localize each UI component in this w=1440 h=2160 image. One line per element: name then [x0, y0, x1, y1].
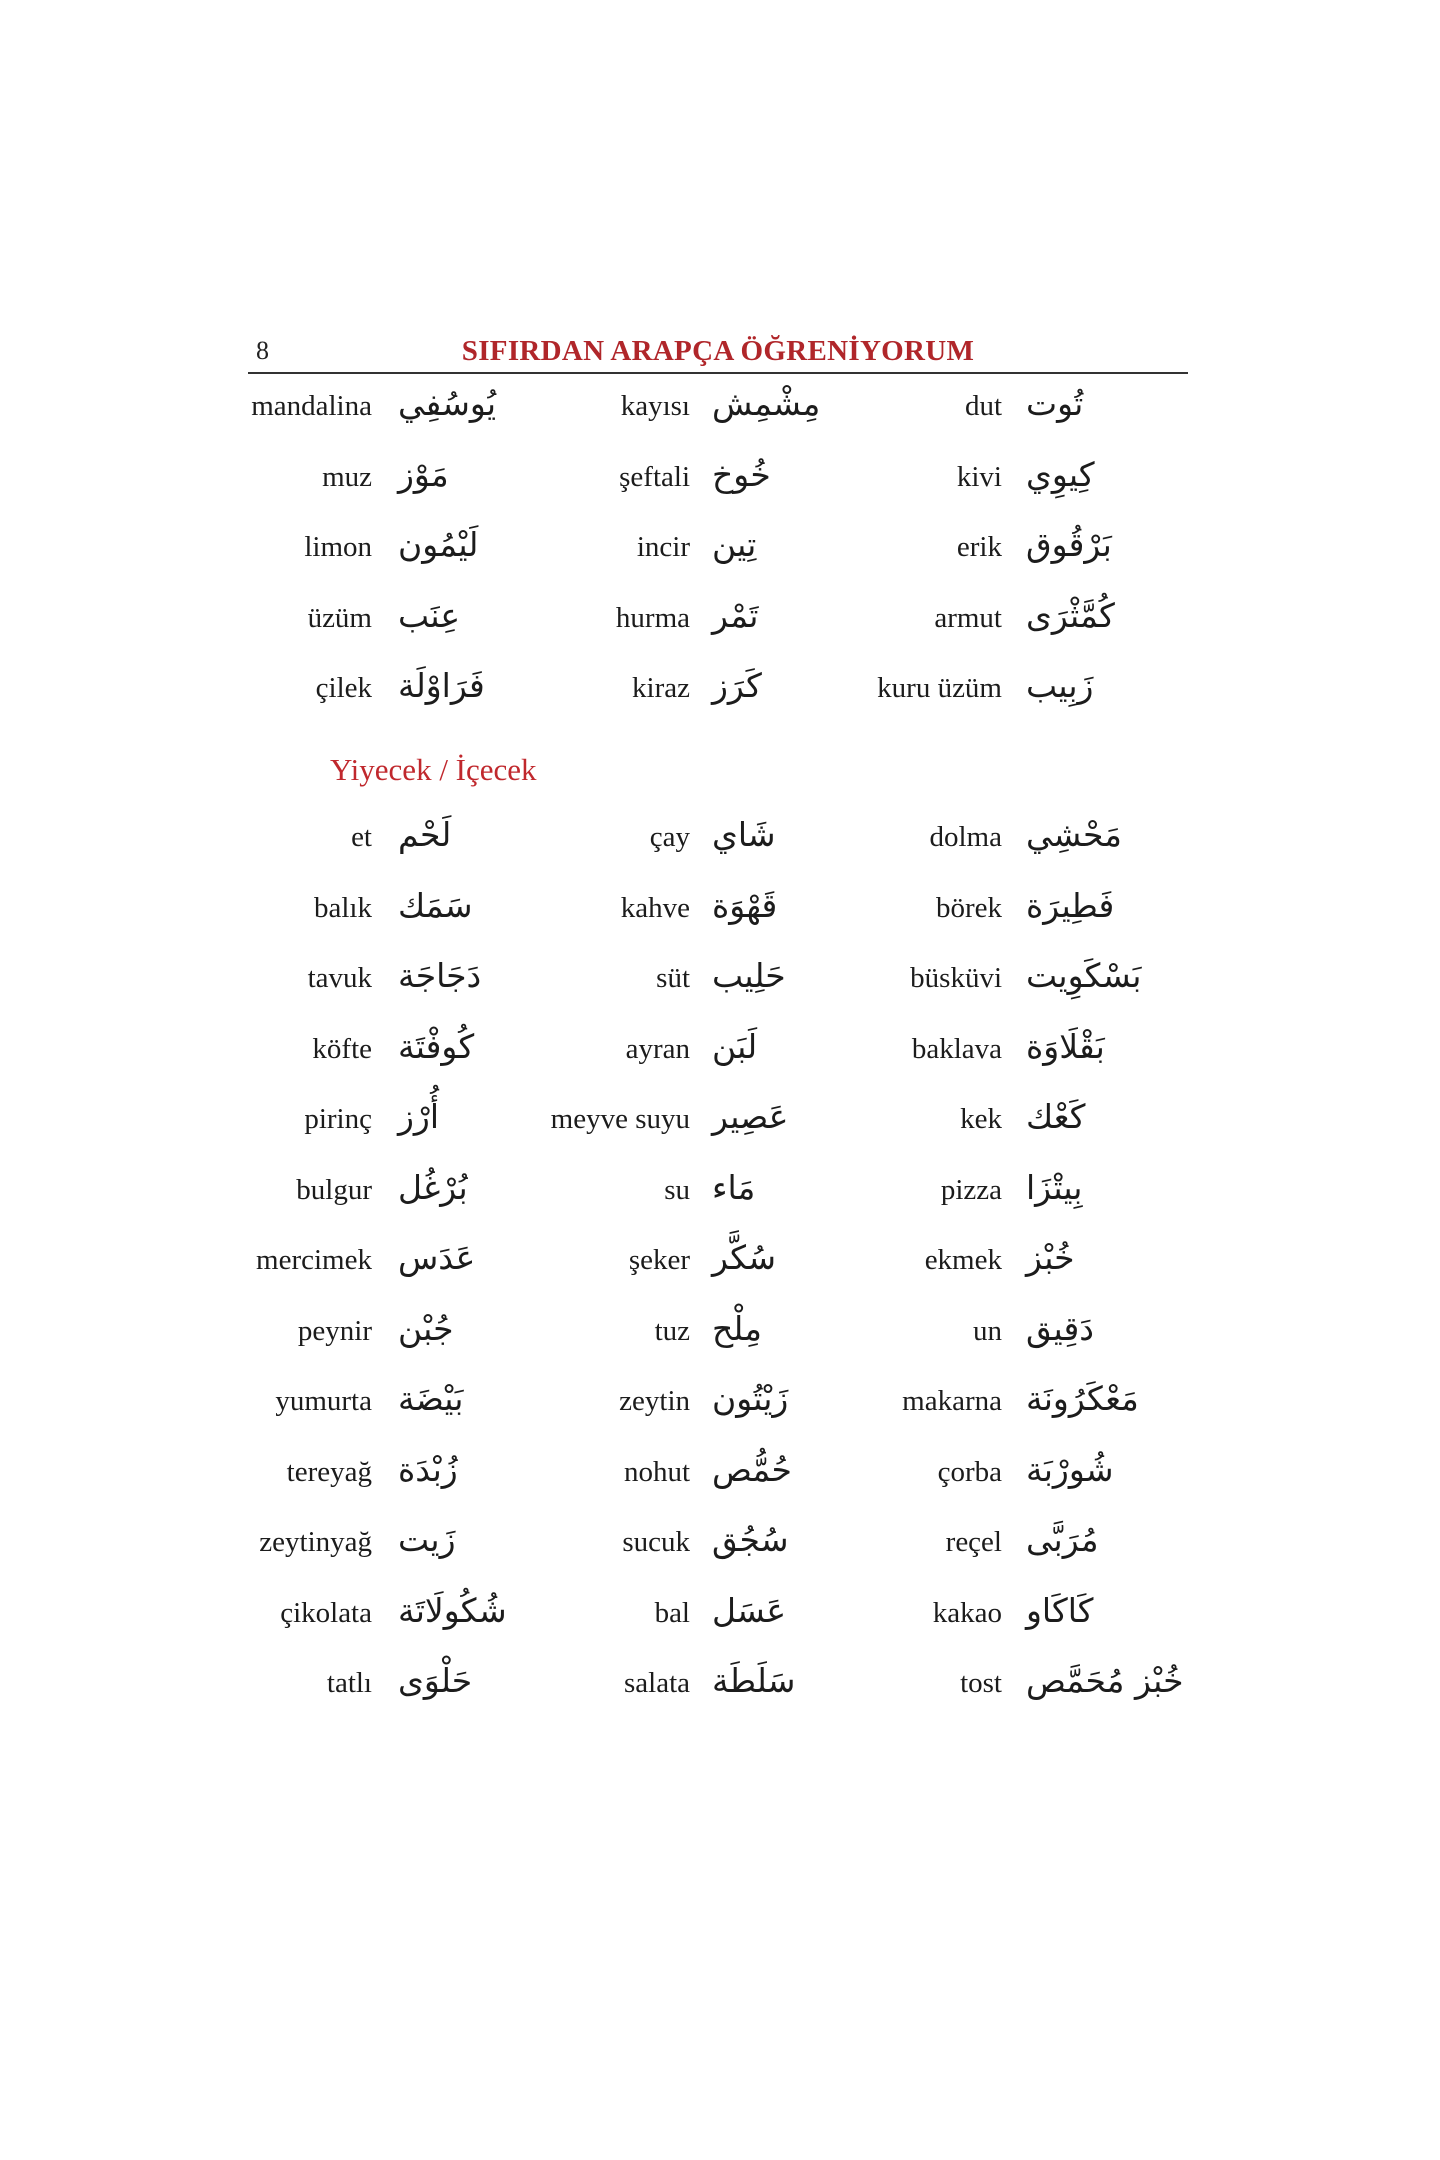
arabic-word: عَسَل: [712, 1590, 787, 1630]
fruits-vocabulary-table: [0, 384, 1440, 737]
turkish-word: nohut: [623, 1455, 690, 1488]
turkish-word: ekmek: [924, 1244, 1002, 1276]
arabic-word: خُبْز مُحَمَّص: [1026, 1661, 1184, 1700]
turkish-word: bal: [654, 1596, 690, 1629]
turkish-word: tavuk: [307, 962, 372, 994]
vocabulary-entry: [0, 525, 1440, 595]
vocabulary-entry: [0, 455, 1440, 525]
turkish-word: armut: [934, 601, 1002, 634]
section-heading: Yiyecek / İçecek: [330, 752, 537, 787]
arabic-word: بَقْلَاوَة: [1026, 1026, 1105, 1066]
vocabulary-entry: [0, 1591, 1440, 1661]
arabic-word: مِلْح: [712, 1308, 762, 1348]
turkish-word: meyve suyu: [550, 1103, 690, 1135]
turkish-word: pizza: [940, 1173, 1002, 1206]
turkish-word: büsküvi: [910, 962, 1002, 994]
arabic-word: بِيتْزَا: [1026, 1167, 1083, 1207]
arabic-word: عَصِير: [712, 1097, 789, 1136]
arabic-word: مَعْكَرُونَة: [1026, 1379, 1139, 1418]
turkish-word: makarna: [902, 1385, 1002, 1417]
turkish-word: mercimek: [256, 1244, 372, 1276]
vocabulary-row: [0, 525, 1440, 596]
vocabulary-row: [0, 1027, 1440, 1098]
arabic-word: أُرْز: [398, 1097, 440, 1136]
turkish-word: balık: [314, 891, 372, 924]
arabic-word: كَاكَاو: [1026, 1590, 1094, 1630]
arabic-word: دَجَاجَة: [398, 956, 482, 995]
turkish-word: kakao: [932, 1596, 1002, 1629]
vocabulary-entry: [0, 384, 1440, 454]
turkish-word: zeytin: [619, 1385, 690, 1417]
turkish-word: zeytinyağ: [259, 1526, 372, 1558]
turkish-word: sucuk: [622, 1526, 690, 1558]
vocabulary-row: [0, 1168, 1440, 1239]
running-title: SIFIRDAN ARAPÇA ÖĞRENİYORUM: [461, 335, 975, 367]
vocabulary-entry: [0, 1168, 1440, 1238]
turkish-word: tost: [960, 1667, 1002, 1699]
turkish-word: süt: [656, 962, 690, 994]
arabic-word: زَبِيب: [1026, 666, 1094, 705]
arabic-word: شَاي: [712, 815, 776, 854]
vocabulary-row: [0, 886, 1440, 957]
vocabulary-row: [0, 455, 1440, 526]
arabic-word: حُمُّص: [712, 1449, 792, 1489]
turkish-word: muz: [322, 460, 372, 493]
arabic-word: بَرْقُوق: [1026, 525, 1112, 564]
turkish-word: salata: [623, 1667, 690, 1699]
turkish-word: dolma: [929, 821, 1002, 853]
vocabulary-entry: [0, 1309, 1440, 1379]
arabic-word: مُرَبَّى: [1026, 1520, 1099, 1559]
turkish-word: ayran: [625, 1032, 690, 1065]
vocabulary-entry: [0, 1661, 1440, 1731]
arabic-word: زَيت: [398, 1520, 456, 1559]
turkish-word: peynir: [297, 1314, 372, 1347]
arabic-word: خُبْز: [1026, 1238, 1075, 1277]
turkish-word: kahve: [620, 891, 690, 924]
arabic-word: خُوخ: [712, 454, 771, 494]
page-header: [248, 328, 1188, 374]
turkish-word: çikolata: [280, 1596, 372, 1629]
vocabulary-row: [0, 1309, 1440, 1380]
turkish-word: kek: [960, 1103, 1002, 1135]
turkish-word: limon: [304, 531, 372, 563]
arabic-word: قَهْوَة: [712, 885, 778, 925]
arabic-word: فَرَاوْلَة: [398, 666, 485, 705]
arabic-word: شُكُولَاتَة: [398, 1590, 507, 1630]
turkish-word: dut: [964, 390, 1002, 422]
turkish-word: tatlı: [326, 1667, 372, 1699]
turkish-word: erik: [956, 531, 1002, 563]
arabic-word: كُوفْتَة: [398, 1026, 475, 1066]
turkish-word: hurma: [615, 601, 690, 634]
vocabulary-entry: [0, 815, 1440, 885]
turkish-word: tereyağ: [286, 1455, 372, 1488]
arabic-word: كُمَّثْرَى: [1026, 595, 1115, 635]
vocabulary-entry: [0, 596, 1440, 666]
turkish-word: un: [973, 1314, 1002, 1347]
arabic-word: لَبَن: [712, 1026, 758, 1066]
arabic-word: مَحْشِي: [1026, 815, 1122, 854]
vocabulary-entry: [0, 666, 1440, 736]
food-drink-vocabulary-table: [0, 815, 1440, 1732]
vocabulary-row: [0, 1661, 1440, 1732]
arabic-word: دَقِيق: [1026, 1308, 1094, 1348]
turkish-word: mandalina: [251, 390, 372, 422]
arabic-word: شُورْبَة: [1026, 1449, 1114, 1489]
arabic-word: بُرْغُل: [398, 1167, 468, 1207]
arabic-word: سَلَطَة: [712, 1661, 796, 1700]
arabic-word: بَسْكَوِيت: [1026, 956, 1142, 995]
turkish-word: şeker: [628, 1244, 690, 1276]
turkish-word: köfte: [312, 1032, 372, 1065]
vocabulary-row: [0, 1238, 1440, 1309]
turkish-word: şeftali: [619, 460, 690, 493]
turkish-word: bulgur: [296, 1173, 372, 1206]
turkish-word: kiraz: [632, 672, 690, 704]
arabic-word: كَرَز: [712, 666, 762, 705]
arabic-word: عِنَب: [398, 595, 461, 635]
vocabulary-row: [0, 384, 1440, 455]
turkish-word: reçel: [945, 1526, 1002, 1558]
arabic-word: تِين: [712, 525, 757, 564]
arabic-word: سُكَّر: [712, 1238, 777, 1277]
arabic-word: تَمْر: [712, 595, 759, 635]
vocabulary-entry: [0, 1379, 1440, 1449]
vocabulary-row: [0, 1591, 1440, 1662]
arabic-word: بَيْضَة: [398, 1379, 464, 1418]
turkish-word: çorba: [937, 1455, 1002, 1488]
turkish-word: börek: [935, 891, 1002, 924]
arabic-word: سَمَك: [398, 885, 473, 925]
arabic-word: عَدَس: [398, 1238, 476, 1277]
vocabulary-entry: [0, 1520, 1440, 1590]
arabic-word: لَيْمُون: [398, 525, 479, 564]
arabic-word: مِشْمِش: [712, 384, 821, 423]
vocabulary-row: [0, 1379, 1440, 1450]
turkish-word: kayısı: [620, 390, 690, 422]
vocabulary-row: [0, 1450, 1440, 1521]
turkish-word: yumurta: [275, 1385, 372, 1417]
arabic-word: زُبْدَة: [398, 1449, 458, 1489]
turkish-word: tuz: [654, 1314, 690, 1347]
vocabulary-row: [0, 956, 1440, 1027]
vocabulary-row: [0, 1097, 1440, 1168]
turkish-word: pirinç: [304, 1103, 372, 1135]
vocabulary-entry: [0, 1450, 1440, 1520]
vocabulary-row: [0, 1520, 1440, 1591]
turkish-word: kuru üzüm: [877, 672, 1002, 704]
turkish-word: incir: [636, 531, 690, 563]
arabic-word: كَعْك: [1026, 1097, 1086, 1136]
arabic-word: مَوْز: [398, 454, 449, 494]
vocabulary-entry: [0, 1097, 1440, 1167]
vocabulary-entry: [0, 1238, 1440, 1308]
arabic-word: كِيوِي: [1026, 454, 1095, 494]
turkish-word: çilek: [315, 672, 372, 704]
arabic-word: سُجُق: [712, 1520, 789, 1559]
vocabulary-row: [0, 666, 1440, 737]
turkish-word: çay: [649, 821, 690, 853]
vocabulary-row: [0, 815, 1440, 886]
page-number: 8: [256, 336, 269, 365]
arabic-word: فَطِيرَة: [1026, 885, 1115, 925]
arabic-word: تُوت: [1026, 384, 1084, 423]
turkish-word: üzüm: [307, 601, 372, 634]
vocabulary-entry: [0, 886, 1440, 956]
turkish-word: su: [664, 1173, 690, 1206]
vocabulary-row: [0, 596, 1440, 667]
arabic-word: مَاء: [712, 1167, 756, 1207]
arabic-word: حَلْوَى: [398, 1661, 473, 1700]
turkish-word: kivi: [956, 460, 1002, 493]
arabic-word: لَحْم: [398, 815, 452, 854]
turkish-word: et: [351, 821, 372, 853]
arabic-word: يُوسُفِي: [398, 384, 497, 423]
arabic-word: حَلِيب: [712, 956, 786, 995]
arabic-word: جُبْن: [398, 1308, 454, 1348]
turkish-word: baklava: [911, 1032, 1002, 1065]
vocabulary-entry: [0, 956, 1440, 1026]
vocabulary-entry: [0, 1027, 1440, 1097]
arabic-word: زَيْتُون: [712, 1379, 789, 1418]
